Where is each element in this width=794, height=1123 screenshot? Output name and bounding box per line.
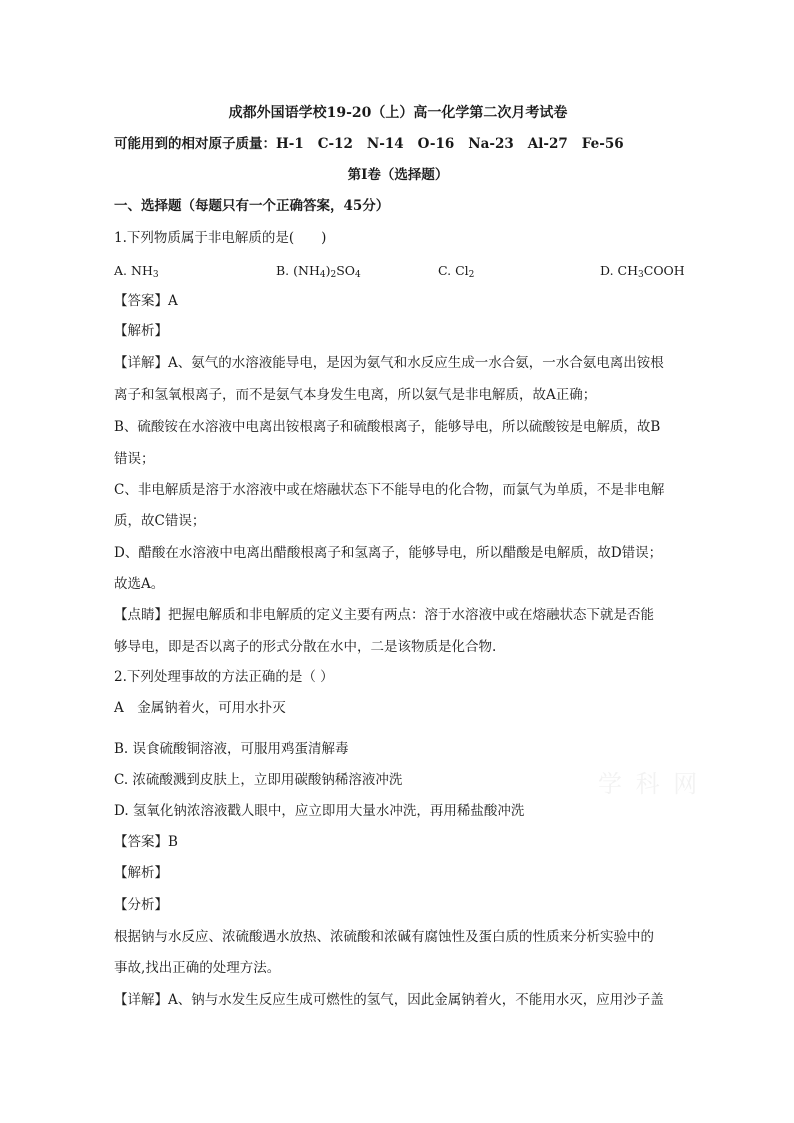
q2-option-c: C. 浓硫酸溅到皮肤上，立即用碳酸钠稀溶液冲洗: [114, 772, 403, 788]
atomic-mass-item: N-14: [366, 136, 404, 152]
q2-analysis-label: 【解析】: [114, 865, 168, 881]
q1-detail-line: 故选A。: [114, 576, 165, 592]
q2-detail-line: 【详解】A、钠与水发生反应生成可燃性的氢气，因此金属钠着火，不能用水灭，应用沙子盖: [114, 992, 664, 1008]
formula-part: Cl: [455, 263, 469, 278]
formula-subscript: 3: [152, 270, 159, 280]
option-letter: B.: [276, 263, 290, 278]
q2-answer: 【答案】B: [114, 834, 178, 850]
q1-detail-line: B、硫酸铵在水溶液中电离出铵根离子和硫酸根离子，能够导电，所以硫酸铵是电解质，故B: [114, 419, 661, 435]
q1-option-a: [114, 262, 159, 280]
q1-detail-line: C、非电解质是溶于水溶液中或在熔融状态下不能导电的化合物，而氯气为单质，不是非电解: [114, 482, 665, 498]
formula-subscript: 2: [468, 270, 475, 280]
formula-part: (NH: [293, 263, 320, 278]
atomic-mass-item: C-12: [317, 136, 353, 152]
q1-tip-line: 够导电，即是否以离子的形式分散在水中，二是该物质是化合物.: [114, 639, 497, 655]
q2-option-a: A 金属钠着火，可用水扑灭: [114, 700, 286, 716]
formula-part: CH: [617, 263, 639, 278]
q1-option-b: [276, 262, 361, 280]
formula-part: ): [325, 263, 331, 278]
atomic-mass-item: H-1: [276, 136, 304, 152]
q1-detail-line: 【详解】A、氨气的水溶液能导电，是因为氨气和水反应生成一水合氨，一水合氨电离出铵根: [114, 355, 664, 371]
formula-subscript: 2: [330, 270, 337, 280]
atomic-masses: [114, 135, 682, 153]
q2-fenxi-line: 根据钠与水反应、浓硫酸遇水放热、浓硫酸和浓碱有腐蚀性及蛋白质的性质来分析实验中的: [114, 929, 654, 945]
q2-option-b: B. 误食硫酸铜溶液，可服用鸡蛋清解毒: [114, 741, 349, 757]
q1-detail-line: 错误；: [114, 451, 155, 467]
q1-detail-line: 质，故C错误；: [114, 513, 206, 529]
watermark: 学 科 网: [598, 770, 701, 798]
q1-option-c: [438, 262, 474, 280]
question-1-stem: 1.下列物质属于非电解质的是( ): [114, 230, 327, 246]
q1-tip-line: 【点睛】把握电解质和非电解质的定义主要有两点：溶于水溶液中或在熔融状态下就是否能: [114, 607, 654, 623]
atomic-masses-label: 可能用到的相对原子质量：: [114, 136, 276, 152]
formula-part: SO: [336, 263, 356, 278]
formula-subscript: 3: [638, 270, 644, 280]
option-letter: D.: [600, 263, 614, 278]
q1-detail-line: D、醋酸在水溶液中电离出醋酸根离子和氢离子，能够导电，所以醋酸是电解质，故D错误；: [114, 545, 663, 561]
atomic-mass-item: Al-27: [527, 136, 568, 152]
atomic-mass-item: Na-23: [468, 136, 514, 152]
question-2-stem: 2.下列处理事故的方法正确的是（ ）: [114, 669, 334, 685]
option-letter: C.: [438, 263, 452, 278]
formula-subscript: 4: [355, 270, 361, 280]
q2-option-d: D. 氢氧化钠浓溶液戳人眼中，应立即用大量水冲洗，再用稀盐酸冲洗: [114, 803, 525, 819]
atomic-mass-item: O-16: [417, 136, 455, 152]
q1-answer: 【答案】A: [114, 293, 178, 309]
q1-analysis-label: 【解析】: [114, 323, 168, 339]
formula-subscript: 4: [319, 270, 326, 280]
volume-heading: 第Ⅰ卷（选择题）: [347, 167, 449, 183]
option-letter: A.: [114, 263, 128, 278]
formula-part: COOH: [643, 263, 685, 278]
section-heading: 一、选择题（每题只有一个正确答案，45分）: [114, 198, 390, 214]
q2-fenxi-label: 【分析】: [114, 897, 168, 913]
page-title: 成都外国语学校19-20（上）高一化学第二次月考试卷: [228, 105, 568, 121]
atomic-mass-item: Fe-56: [581, 136, 624, 152]
q2-fenxi-line: 事故,找出正确的处理方法。: [114, 960, 281, 976]
q1-option-d: [600, 262, 685, 280]
q1-detail-line: 离子和氢氧根离子，而不是氨气本身发生电离，所以氨气是非电解质，故A正确；: [114, 387, 597, 403]
formula-part: NH: [131, 263, 153, 278]
